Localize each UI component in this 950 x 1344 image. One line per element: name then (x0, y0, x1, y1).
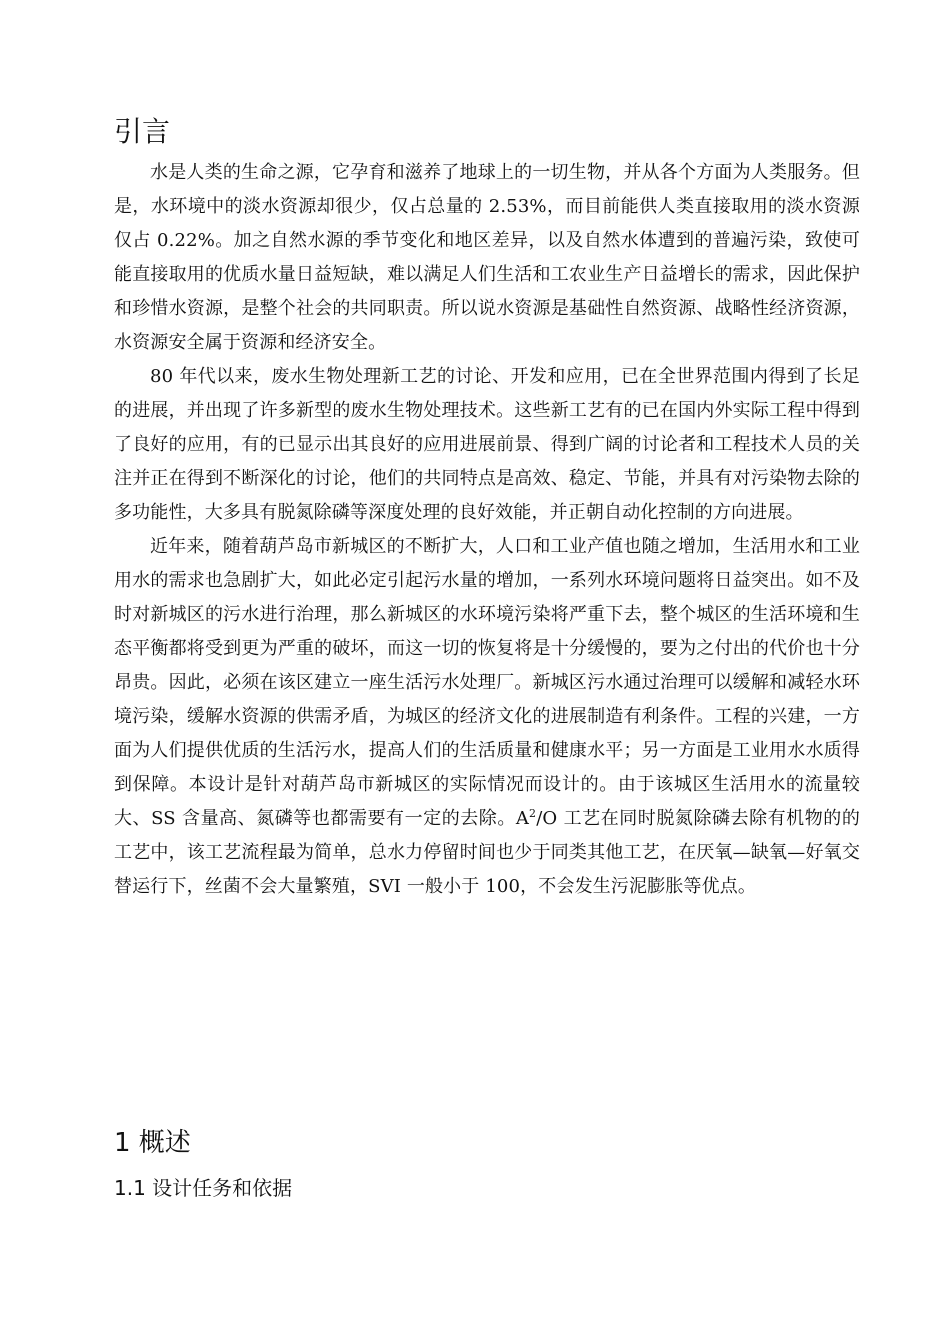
chapter-heading: 1 概述 (114, 1128, 191, 1158)
paragraph-wastewater-technology: 80 年代以来，废水生物处理新工艺的讨论、开发和应用，已在全世界范围内得到了长足的进展，并出现了许多新型的废水生物处理技术。这些新工艺有的已在国内外实际工程中得到了良好的应用，有的已显示出其良好的应用进展前景、得到广阔的讨论者和工程技术人员的关注并正在得到不断深化的讨论，他们的共同特点是高效、稳定、节能，并具有对污染物去除的多功能性，大多具有脱氮除磷等深度处理的良好效能，并正朝自动化控制的方向进展。 (114, 366, 860, 523)
intro-body (114, 156, 860, 904)
intro-heading: 引言 (114, 115, 171, 148)
superscript-2: 2 (529, 807, 537, 820)
paragraph-new-district-text-b: /O 工艺在同时脱氮除磷去除有机物的的工艺中，该工艺流程最为简单，总水力停留时间也少于同类其他工艺，在厌氧—缺氧—好氧交替运行下，丝菌不会大量繁殖，SVI 一般小于 100，不会发生污泥膨胀等优点。 (114, 808, 860, 897)
paragraph-new-district (114, 530, 860, 904)
paragraph-new-district-text-a: 近年来，随着葫芦岛市新城区的不断扩大，人口和工业产值也随之增加，生活用水和工业用水的需求也急剧扩大，如此必定引起污水量的增加，一系列水环境问题将日益突出。如不及时对新城区的污水进行治理，那么新城区的水环境污染将严重下去，整个城区的生活环境和生态平衡都将受到更为严重的破坏，而这一切的恢复将是十分缓慢的，要为之付出的代价也十分昂贵。因此，必须在该区建立一座生活污水处理厂。新城区污水通过治理可以缓解和减轻水环境污染，缓解水资源的供需矛盾，为城区的经济文化的进展制造有利条件。工程的兴建，一方面为人们提供优质的生活污水，提高人们的生活质量和健康水平；另一方面是工业用水水质得到保障。本设计是针对葫芦岛市新城区的实际情况而设计的。由于该城区生活用水的流量较大、SS 含量高、氮磷等也都需要有一定的去除。A (114, 536, 860, 829)
paragraph-water-resources: 水是人类的生命之源，它孕育和滋养了地球上的一切生物，并从各个方面为人类服务。但是，水环境中的淡水资源却很少，仅占总量的 2.53%，而目前能供人类直接取用的淡水资源仅占 0.22%。加之自然水源的季节变化和地区差异，以及自然水体遭到的普遍污染，致使可能直接取用的优质水量日益短缺，难以满足人们生活和工农业生产日益增长的需求，因此保护和珍惜水资源，是整个社会的共同职责。所以说水资源是基础性自然资源、战略性经济资源，水资源安全属于资源和经济安全。 (114, 162, 860, 353)
section-heading: 1.1 设计任务和依据 (114, 1176, 293, 1200)
